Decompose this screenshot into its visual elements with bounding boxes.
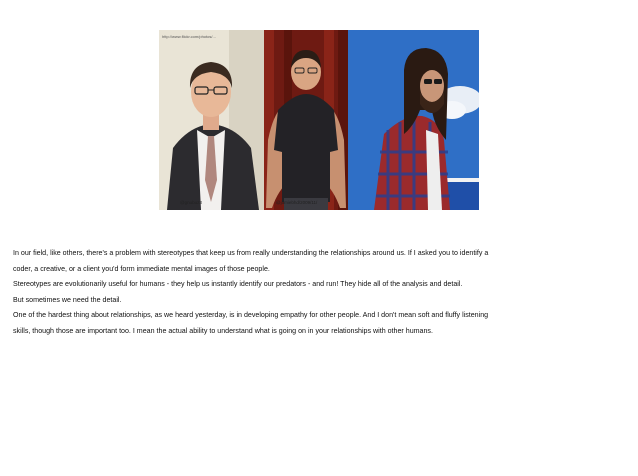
- photo-caption-middle: @jamiebhd/2009/11/: [276, 200, 318, 205]
- notes-paragraph-1: [13, 246, 631, 277]
- photo-man-in-suit: [159, 30, 264, 210]
- notes-line: skills, though those are important too. I mean the actual ability to understand what is going on in your relationships with other humans.: [13, 326, 433, 335]
- photo-man-in-tshirt: [264, 30, 348, 210]
- notes-line: One of the hardest thing about relationships, as we heard yesterday, is in developing empathy for other people. And I don't mean soft and fluffy listening: [13, 311, 489, 319]
- notes-paragraph-3: But sometimes we need the detail.: [13, 295, 122, 304]
- slide-image: [159, 30, 479, 210]
- photo-source-url: http://www.flickr.com/photos/...: [162, 34, 216, 39]
- notes-paragraph-4: [13, 308, 631, 339]
- photo-caption-left: @gnubuz3: [180, 200, 202, 205]
- photo-man-in-plaid: [348, 30, 479, 210]
- notes-line: In our field, like others, there's a problem with stereotypes that keep us from really understanding the relationships around us. If I asked you to identify a: [13, 249, 489, 257]
- notes-paragraph-2: Stereotypes are evolutionarily useful for humans - they help us instantly identify our predators - and run! They hide all of the analysis and detail.: [13, 280, 463, 288]
- speaker-notes: [13, 246, 631, 339]
- notes-line: coder, a creative, or a client you'd form immediate mental images of those people.: [13, 264, 270, 273]
